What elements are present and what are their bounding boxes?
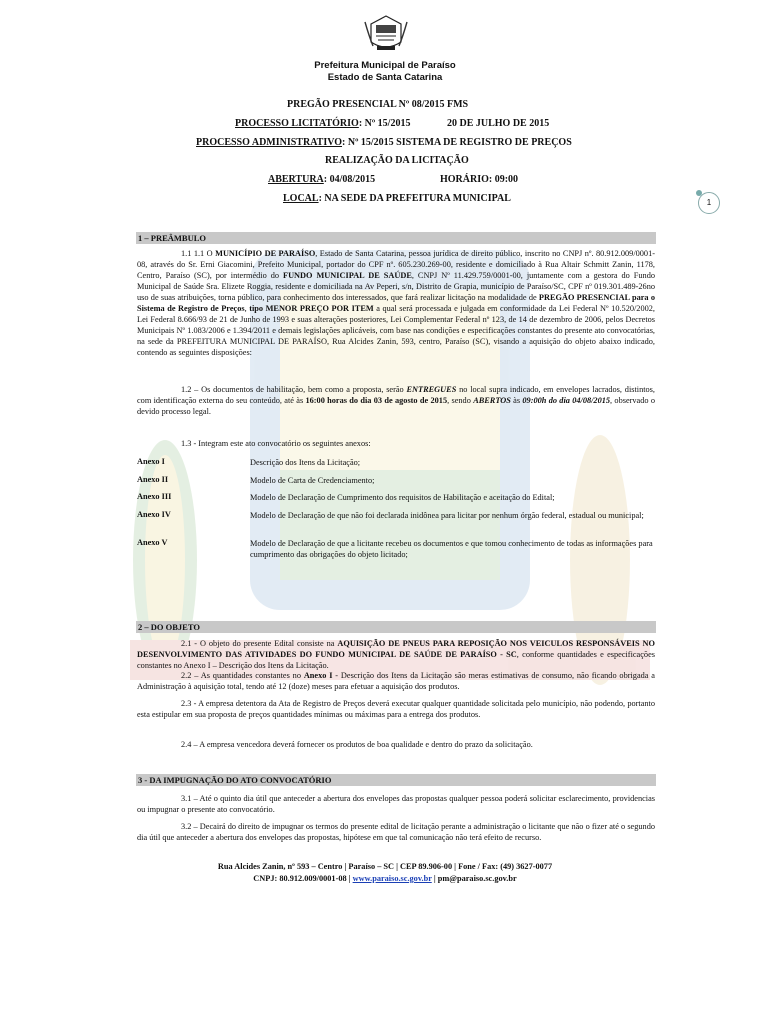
annex-key: Anexo III: [137, 492, 172, 501]
text-run-bold: MUNICÍPIO DE PARAÍSO: [215, 249, 316, 258]
processo-administrativo-label: PROCESSO ADMINISTRATIVO: [196, 137, 343, 148]
pregao-title: PREGÃO PRESENCIAL Nº 08/2015 FMS: [287, 99, 469, 110]
page-number-badge: [698, 192, 720, 214]
text-run-bold: 16:00 horas do dia 03 de agosto de 2015: [305, 396, 448, 405]
annex-description: Modelo de Declaração de que não foi declarada inidônea para licitar por nenhum órgão federal, estadual ou municipal;: [250, 511, 644, 520]
paragraph-1-1: [137, 248, 655, 358]
text-run: 1.2 – Os documentos de habilitação, bem como a proposta, serão: [181, 385, 407, 394]
municipal-crest-logo: [363, 12, 409, 52]
annex-key: Anexo I: [137, 457, 165, 466]
text-run: às: [510, 396, 523, 405]
text-run: , CNPJ Nº 11.429.759/0001-00, juntamente com a gestora do Fundo Municipal de Saúde Sra. Elizete Roggia, residente e domiciliada na Av Peperi, s/n, Distrito de Grapia, município de Paraíso/SC, CPF nº 019.301.489-26no uso de suas atribuições, torna público, para conhecimento dos interessados, que fará realizar licitação na modalidade de: [137, 271, 656, 302]
text-run: a qual será processada e julgada em conformidade da Lei Federal Nº 10.520/2002, Lei Federal 8.666/93 de 21 de Junho de 1993 e suas alterações posteriores, Lei Complementar Federal nº 123, de 14 de dezembro de 2006, pelos Decretos Municipais Nº 1.083/2006 e 1.394/2011 e demais legislações aplicáveis, com base nas condições e especificações constantes do presente ato convocatórias, na sede da PREFEITURA MUNICIPAL DE PARAÍSO, Rua Alcides Zanin, 593, centro, Paraíso (SC), visando a aquisição do objeto abaixo indicado, contendo as seguintes disposições:: [137, 304, 655, 357]
local-label: LOCAL: [283, 193, 319, 204]
text-run: , observado o devido processo legal.: [137, 396, 655, 416]
text-run: , sendo: [447, 396, 474, 405]
local-value: : NA SEDE DA PREFEITURA MUNICIPAL: [318, 193, 511, 204]
abertura-date: : 04/08/2015: [323, 174, 376, 185]
annex-description: Descrição dos Itens da Licitação;: [250, 458, 361, 467]
website-link[interactable]: www.paraiso.sc.gov.br: [352, 874, 432, 883]
annex-key: Anexo IV: [137, 510, 171, 519]
paragraph-2-2: [137, 670, 655, 692]
badge-dot-icon: [696, 190, 702, 196]
paragraph-2-1: [137, 638, 655, 671]
local: [283, 193, 511, 204]
text-run: - Descrição dos Itens da Licitação são meras estimativas de consumo, não ficando obrigada a Administração à aquisição total, tendo até 12 (doze) meses para efetuar a aquisição dos produtos.: [137, 671, 655, 691]
footer-address: Rua Alcides Zanin, nº 593 – Centro | Paraíso – SC | CEP 89.906-00 | Fone / Fax: (49) 3627-0077: [217, 862, 553, 871]
paragraph-2-3: 2.3 - A empresa detentora da Ata de Registro de Preços deverá executar qualquer quantidade solicitada pelo município, não podendo, portanto esta estipular em sua proposta de preços quantidades mínimas ou máximas para a entrega dos produtos.: [137, 699, 655, 719]
annex-description: Modelo de Declaração de Cumprimento dos requisitos de Habilitação e aceitação do Edital;: [250, 493, 555, 502]
state-name: Estado de Santa Catarina: [327, 72, 443, 83]
paragraph-2-4: 2.4 – A empresa vencedora deverá fornecer os produtos de boa qualidade e dentro do prazo da solicitação.: [181, 740, 533, 749]
annex-key: Anexo V: [137, 538, 168, 547]
text-run: ,: [244, 304, 250, 313]
text-run: , Estado de Santa Catarina, pessoa jurídica de direito público, inscrito no CNPJ nº. 80.912.009/0001-08, através do Sr. Erni Giacomini, Prefeito Municipal, portador do CPF nº. 605.230.269-00, residente e domiciliado à Rua Altair Schmitt Zanin, 1178, Centro, Paraíso (SC), por intermédio do: [137, 249, 655, 280]
municipality-name: Prefeitura Municipal de Paraíso: [314, 60, 456, 71]
annex-key: Anexo II: [137, 475, 169, 484]
processo-licitatorio: [235, 118, 410, 129]
text-run-bold: PREGÃO PRESENCIAL para o Sistema de Registro de Preços: [137, 293, 655, 313]
abertura-label: ABERTURA: [268, 174, 324, 185]
text-run: , conforme quantidades e especificações constantes no Anexo I – Descrição dos Itens da Licitação.: [137, 650, 655, 670]
section-heading-impugnacao: 3 - DA IMPUGNAÇÃO DO ATO CONVOCATÓRIO: [136, 774, 656, 786]
text-run-bold-italic: ENTREGUES: [406, 385, 457, 394]
text-run-bold: FUNDO MUNICIPAL DE SAÚDE: [283, 271, 412, 280]
text-run-bold: AQUISIÇÃO DE PNEUS PARA REPOSIÇÃO NOS VEICULOS RESPONSÁVEIS NO DESENVOLVIMENTO DAS ATIVIDADES DO FUNDO MUNICIPAL DE SAÚDE DE PARAÍSO - SC: [137, 639, 655, 659]
processo-administrativo: [196, 137, 572, 148]
footer-contacts: [0, 874, 770, 883]
section-heading-objeto: 2 – DO OBJETO: [136, 621, 656, 633]
processo-date: 20 DE JULHO DE 2015: [447, 118, 550, 129]
text-run-bold: tipo MENOR PREÇO POR ITEM: [249, 304, 374, 313]
paragraph-1-3: 1.3 - Integram este ato convocatório os seguintes anexos:: [181, 439, 371, 448]
paragraph-3-1: 3.1 – Até o quinto dia útil que anteceder a abertura dos envelopes das propostas qualquer pessoa poderá solicitar esclarecimento, providencias ou impugnar o presente ato convocatório.: [137, 794, 655, 814]
realizacao-title: REALIZAÇÃO DA LICITAÇÃO: [325, 155, 469, 166]
page-number: 1: [706, 198, 712, 207]
processo-licitatorio-label: PROCESSO LICITATÓRIO: [235, 118, 359, 129]
footer-separator: |: [431, 874, 438, 883]
footer-cnpj: CNPJ: 80.912.009/0001-08 |: [253, 874, 353, 883]
text-run: 1.1 1.1 O: [181, 249, 216, 258]
text-run: 2.2 – As quantidades constantes no: [181, 671, 304, 680]
processo-licitatorio-number: : Nº 15/2015: [358, 118, 411, 129]
abertura: [268, 174, 375, 185]
section-heading-preambulo: 1 – PREÂMBULO: [136, 232, 656, 244]
text-run: 2.1 - O objeto do presente Edital consiste na: [181, 639, 338, 648]
text-run-bold-italic: ABERTOS: [473, 396, 511, 405]
text-run-bold-italic: 09:00h do dia 04/08/2015: [522, 396, 611, 405]
text-run-bold: Anexo I: [303, 671, 333, 680]
paragraph-1-2: [137, 384, 655, 417]
paragraph-3-2: 3.2 – Decairá do direito de impugnar os termos do presente edital de licitação perante a administração o licitante que não o fizer até o segundo dia útil que anteceder a abertura dos envelopes das propostas, hipótese em que tal comunicação não terá efeito de recurso.: [137, 822, 655, 842]
annex-description: Modelo de Declaração de que a licitante recebeu os documentos e que tomou conhecimento de todas as informações para cumprimento das obrigações do objeto licitado;: [250, 539, 653, 559]
horario: HORÁRIO: 09:00: [440, 174, 519, 185]
processo-administrativo-number: : Nº 15/2015 SISTEMA DE REGISTRO DE PREÇOS: [342, 137, 572, 148]
footer-email: pm@paraiso.sc.gov.br: [437, 874, 517, 883]
annex-description: Modelo de Carta de Credenciamento;: [250, 476, 375, 485]
text-run: no local supra indicado, em envelopes lacrados, distintos, com identificação externa do seu conteúdo, até às: [137, 385, 655, 405]
